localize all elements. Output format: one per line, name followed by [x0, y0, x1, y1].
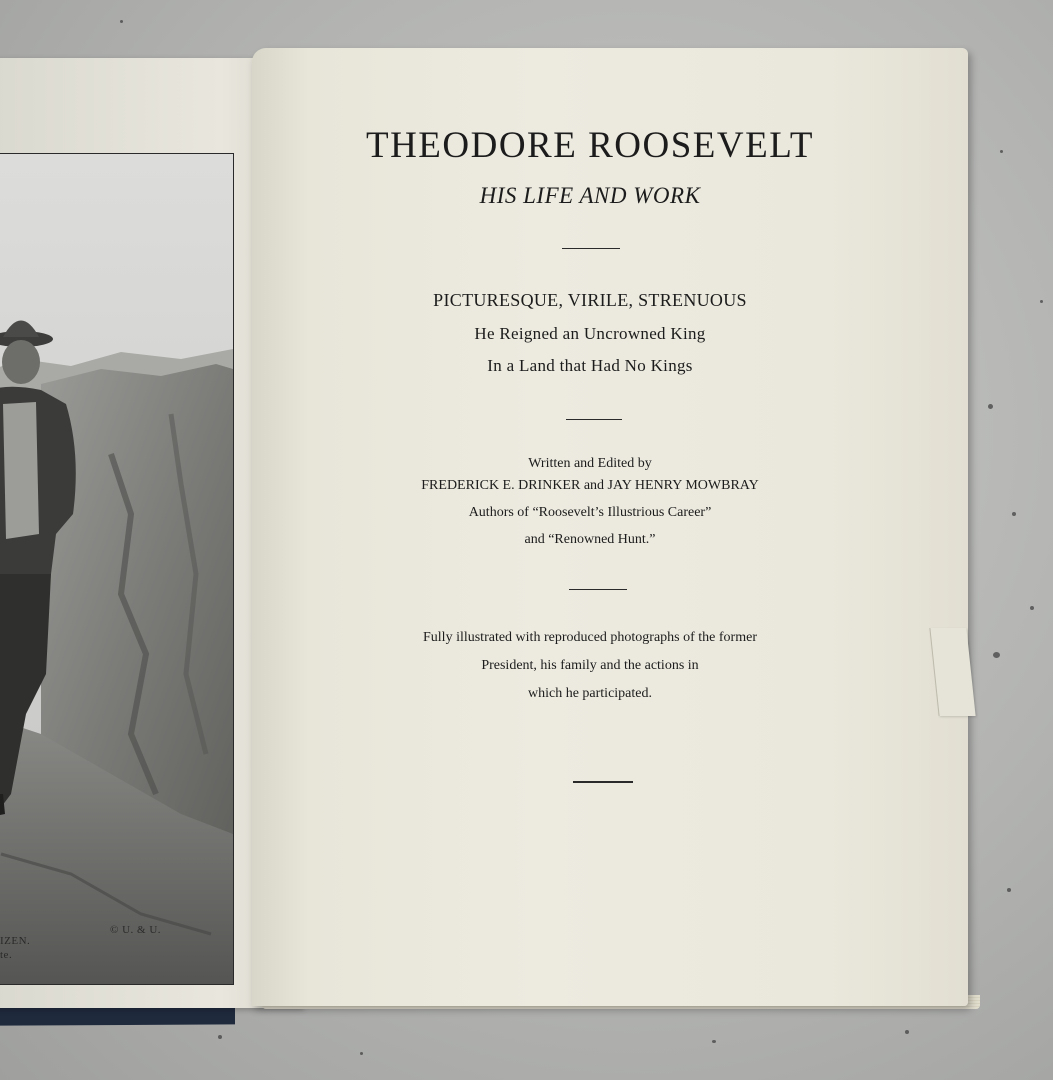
surface-speck [1012, 512, 1016, 516]
credits-line-1: Written and Edited by [528, 456, 652, 471]
divider-rule [566, 419, 622, 420]
description-line-2: President, his family and the actions in [481, 658, 699, 673]
tagline-line-1: PICTURESQUE, VIRILE, STRENUOUS [433, 290, 747, 310]
photo-copyright: © U. & U. [110, 924, 162, 936]
divider-rule [569, 589, 627, 590]
frontispiece-photo [0, 153, 234, 985]
surface-speck [1040, 300, 1043, 303]
tagline-line-3: In a Land that Had No Kings [487, 356, 693, 375]
credits-line-3: Authors of “Roosevelt’s Illustrious Career” [468, 505, 712, 520]
torn-page-tab [929, 628, 975, 716]
book-title: THEODORE ROOSEVELT [365, 125, 815, 166]
photo-caption-fragment: te. [0, 949, 13, 961]
description-line-1: Fully illustrated with reproduced photographs of the former [423, 630, 757, 645]
surface-speck [1007, 888, 1011, 892]
surface-speck [1000, 150, 1003, 153]
surface-speck [712, 1040, 716, 1043]
surface-speck [988, 404, 993, 409]
surface-speck [120, 20, 123, 23]
surface-speck [218, 1035, 222, 1039]
surface-speck [360, 1052, 363, 1055]
book-subtitle: HIS LIFE AND WORK [479, 183, 701, 208]
credits-line-4: and “Renowned Hunt.” [524, 532, 656, 547]
frontispiece-illustration [0, 154, 233, 984]
surface-speck [1030, 606, 1034, 610]
surface-speck [905, 1030, 909, 1034]
description-line-3: which he participated. [527, 686, 652, 701]
surface-speck [993, 652, 1000, 658]
divider-rule [562, 248, 620, 249]
credits-authors: FREDERICK E. DRINKER and JAY HENRY MOWBRAY [421, 478, 759, 493]
tagline-line-2: He Reigned an Uncrowned King [474, 324, 706, 343]
photo-caption-fragment: IZEN. [0, 935, 31, 947]
divider-rule [573, 781, 633, 783]
